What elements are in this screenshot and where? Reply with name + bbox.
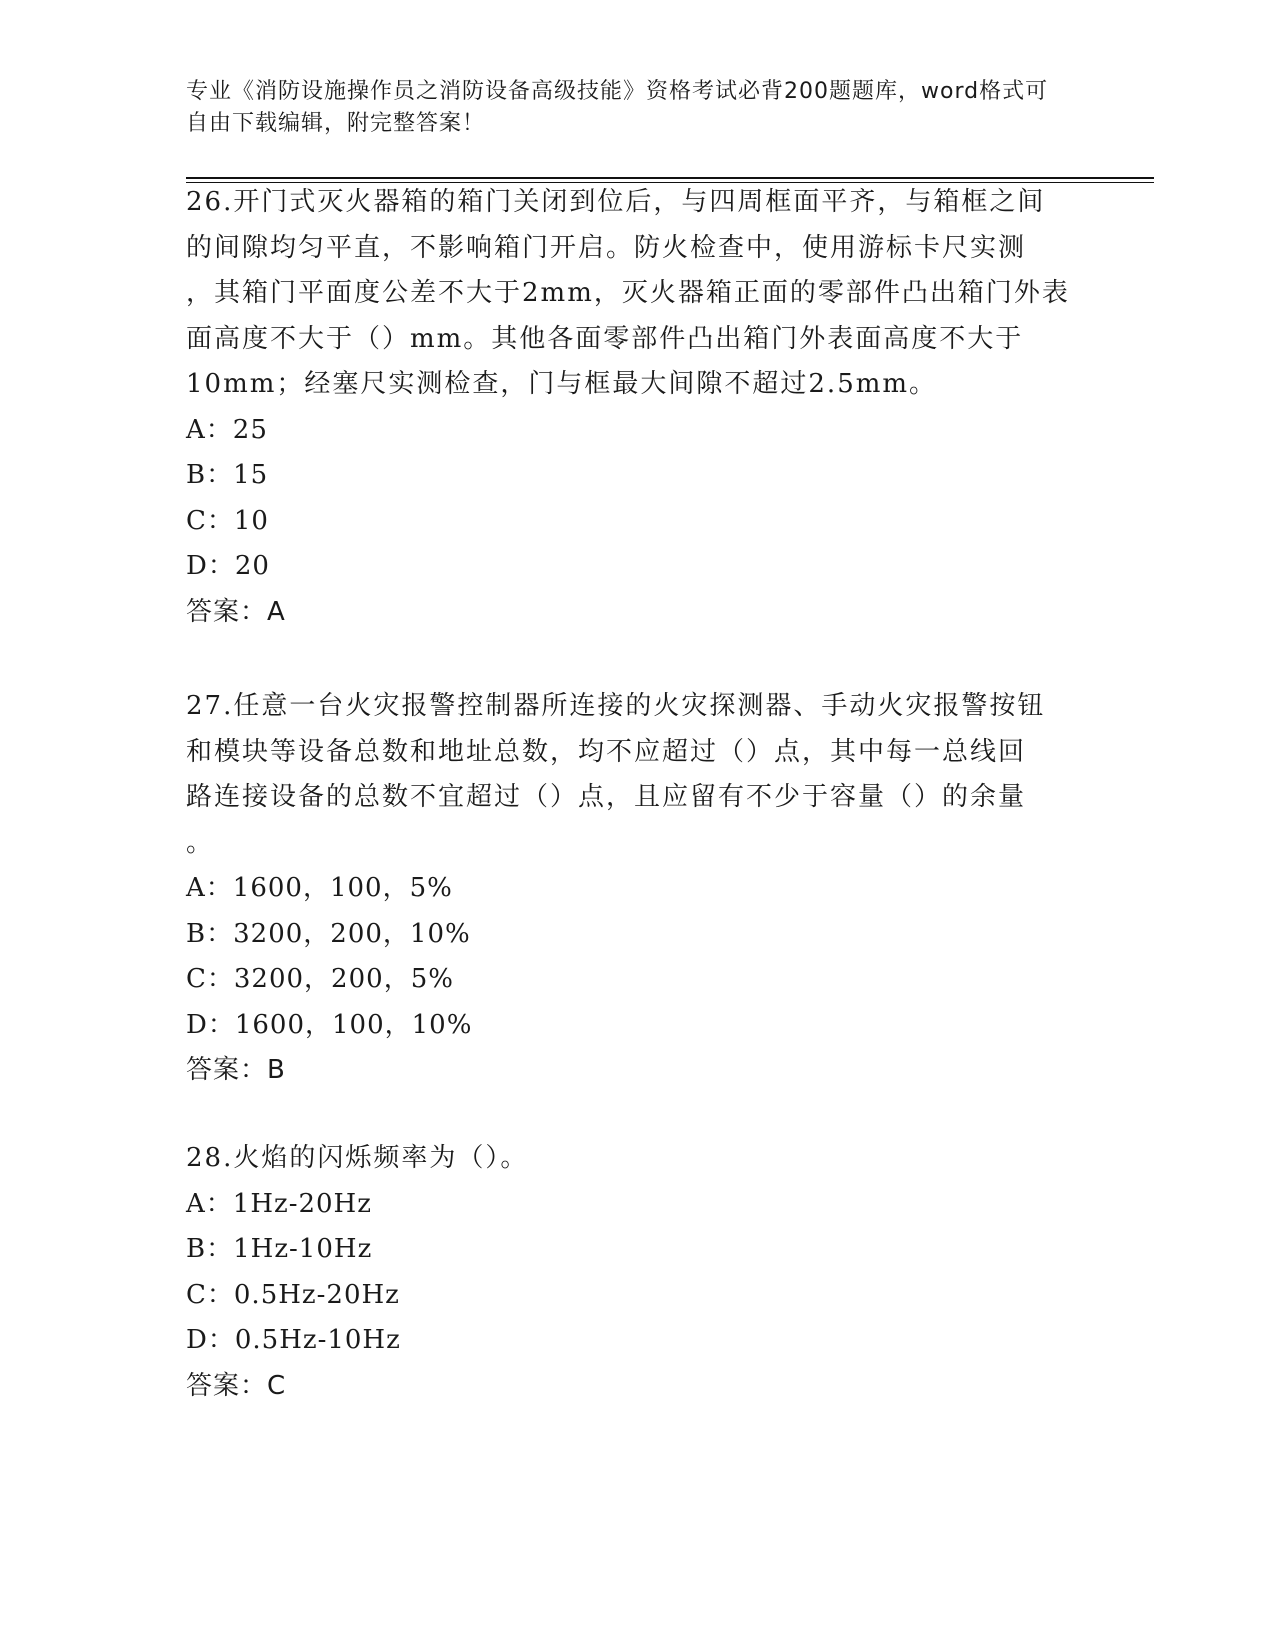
- option-d: D：0.5Hz-10Hz: [186, 1325, 401, 1355]
- question-stem-line: 26.开门式灭火器箱的箱门关闭到位后，与四周框面平齐，与箱框之间: [186, 187, 1046, 217]
- option-a: A：1Hz-20Hz: [186, 1188, 372, 1219]
- question-26: [186, 180, 1086, 635]
- question-stem-line: 和模块等设备总数和地址总数，均不应超过（）点，其中每一总线回: [186, 736, 1027, 767]
- question-stem-line: 的间隙均匀平直，不影响箱门开启。防火检查中，使用游标卡尺实测: [186, 232, 1027, 263]
- answer-label: 答案：C: [186, 1370, 287, 1401]
- option-d: D：20: [186, 551, 270, 581]
- question-28: [186, 1136, 1086, 1409]
- question-stem-line: ，其箱门平面度公差不大于2mm，灭火器箱正面的零部件凸出箱门外表: [186, 278, 1070, 308]
- option-a: A：1600，100，5%: [186, 873, 453, 903]
- option-a: A：25: [186, 414, 268, 445]
- option-b: B：1Hz-10Hz: [186, 1234, 373, 1264]
- question-stem-line: 面高度不大于（）mm。其他各面零部件凸出箱门外表面高度不大于: [186, 323, 1024, 354]
- option-d: D：1600，100，10%: [186, 1009, 473, 1040]
- answer-label: 答案：B: [186, 1055, 286, 1085]
- answer-label: 答案：A: [186, 596, 286, 627]
- question-stem-line: 路连接设备的总数不宜超过（）点，且应留有不少于容量（）的余量: [186, 782, 1027, 812]
- option-c: C：3200，200，5%: [186, 964, 454, 994]
- option-b: B：15: [186, 460, 269, 490]
- question-stem-line: 10mm；经塞尺实测检查，门与框最大间隙不超过2.5mm。: [186, 369, 938, 399]
- question-stem-line: 27.任意一台火灾报警控制器所连接的火灾探测器、手动火灾报警按钮: [186, 691, 1046, 721]
- document-header: 专业《消防设施操作员之消防设备高级技能》资格考试必背200题题库，word格式可自由下载编辑，附完整答案！: [186, 79, 1049, 136]
- option-c: C：0.5Hz-20Hz: [186, 1279, 400, 1310]
- option-c: C：10: [186, 505, 269, 536]
- question-stem-line: 28.火焰的闪烁频率为（）。: [186, 1143, 529, 1173]
- option-b: B：3200，200，10%: [186, 918, 471, 949]
- question-stem-line: 。: [186, 827, 215, 858]
- question-27: [186, 684, 1086, 1094]
